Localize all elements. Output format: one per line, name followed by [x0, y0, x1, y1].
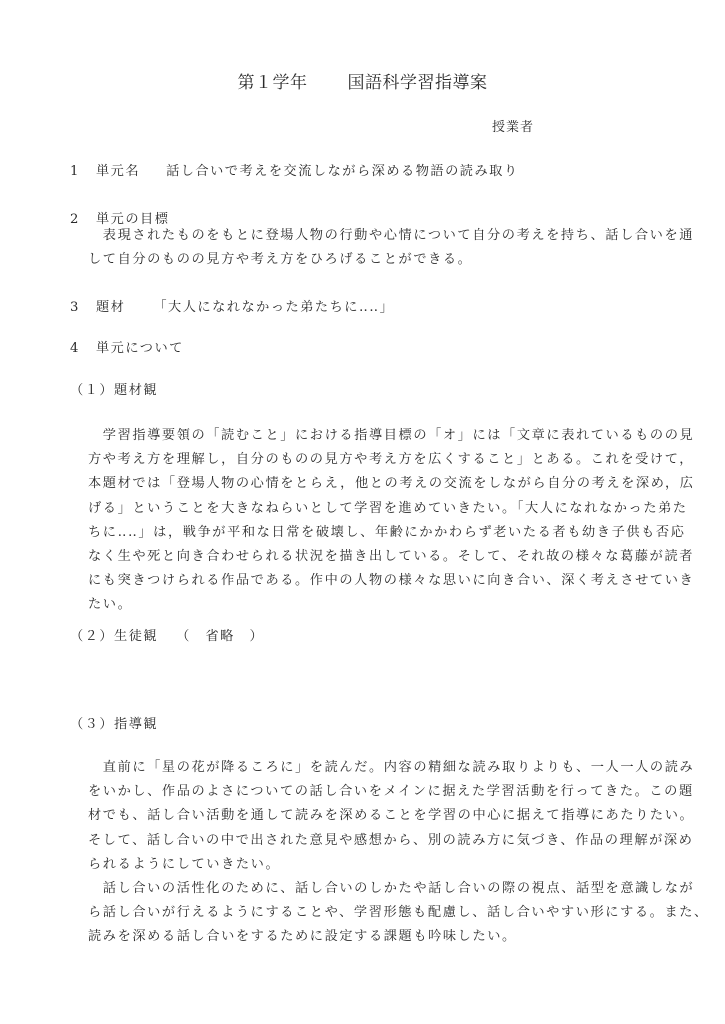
section-label: 単元について [96, 341, 184, 356]
text-line: にも突きつけられる作品である。作中の人物の様々な思いに向き合い、深く考えさせていき [88, 573, 695, 589]
section-unit-name [70, 160, 519, 179]
section-value: 「大人になれなかった弟たちに‥‥」 [153, 300, 395, 315]
page-title [0, 68, 725, 93]
text-line: 学習指導要領の「読むこと」における指導目標の「オ」には「文章に表れているものの見 [88, 428, 695, 443]
text-line: 表現されたものをもとに登場人物の行動や心情について自分の考えを持ち、話し合いを通 [88, 228, 695, 243]
text-line: たい。 [88, 597, 133, 613]
text-line: そして、話し合いの中で出された意見や感想から、別の読み方に気づき、作品の理解が深め [88, 832, 694, 848]
text-line: 直前に「星の花が降るころに」を読んだ。内容の精細な読み取りよりも、一人一人の読み [88, 760, 695, 775]
text-line: 材でも、話し合い活動を通して読みを深めることを学習の中心に据えて指導にあたりたい。 [88, 808, 695, 824]
text-line: ちに‥‥」は，戦争が平和な日常を破壊し、年齢にかかわらず老いたる者も幼き子供も否応 [88, 524, 686, 540]
section-number: 3 [70, 300, 80, 315]
text-line: 読みを深める話し合いをするために設定する課題も吟味したい。 [88, 929, 517, 945]
material-view-text [88, 424, 695, 618]
text-line: 本題材では「登場人物の心情をとらえ，他との考えの交流をしながら自分の考えを深め，広 [88, 476, 695, 492]
omitted-note: （ 省略 ） [176, 629, 265, 644]
text-line: ら話し合いが行えるようにすることや、学習形態も配慮し、話し合いやすい形にする。また、 [88, 905, 709, 921]
title-grade: 第１学年 [237, 73, 308, 93]
title-subject: 国語科学習指導案 [347, 73, 488, 93]
text-line: 話し合いの活性化のために、話し合いのしかたや話し合いの際の視点、話型を意識しなが [88, 881, 695, 897]
text-line: して自分のものの見方や考え方をひろげることができる。 [88, 252, 473, 268]
subsection-student-view-heading [70, 625, 264, 644]
section-label: 単元の目標 [96, 212, 170, 227]
subsection-label: （２）生徒観 [70, 629, 159, 644]
teacher-label: 授業者 [492, 120, 535, 135]
section-label: 題材 [96, 300, 126, 315]
text-line: をいかし、作品のよさについての話し合いをメインに据えた学習活動を行ってきた。この題 [88, 784, 694, 800]
subsection-material-view-heading: （１）題材観 [70, 383, 159, 398]
section-number: 4 [70, 341, 80, 356]
text-line: られるようにしていきたい。 [88, 856, 281, 872]
section-number: 2 [70, 212, 80, 227]
teaching-view-text [88, 756, 709, 950]
text-line: なく生や死と向き合わせられる状況を描き出している。そして、それ故の様々な葛藤が読者 [88, 549, 695, 565]
text-line: 方や考え方を理解し，自分のものの見方や考え方を広くすること」とある。これを受けて， [88, 452, 695, 468]
section-value: 話し合いで考えを交流しながら深める物語の読み取り [166, 164, 519, 179]
text-line: げる」ということを大きなねらいとして学習を進めていきたい。「大人になれなかった弟た [88, 500, 688, 516]
section-label: 単元名 [96, 164, 141, 179]
section-material [70, 296, 394, 315]
unit-goal-text [88, 224, 695, 272]
section-about-unit [70, 337, 184, 356]
subsection-teaching-view-heading: （３）指導観 [70, 717, 159, 732]
section-number: 1 [70, 164, 80, 179]
